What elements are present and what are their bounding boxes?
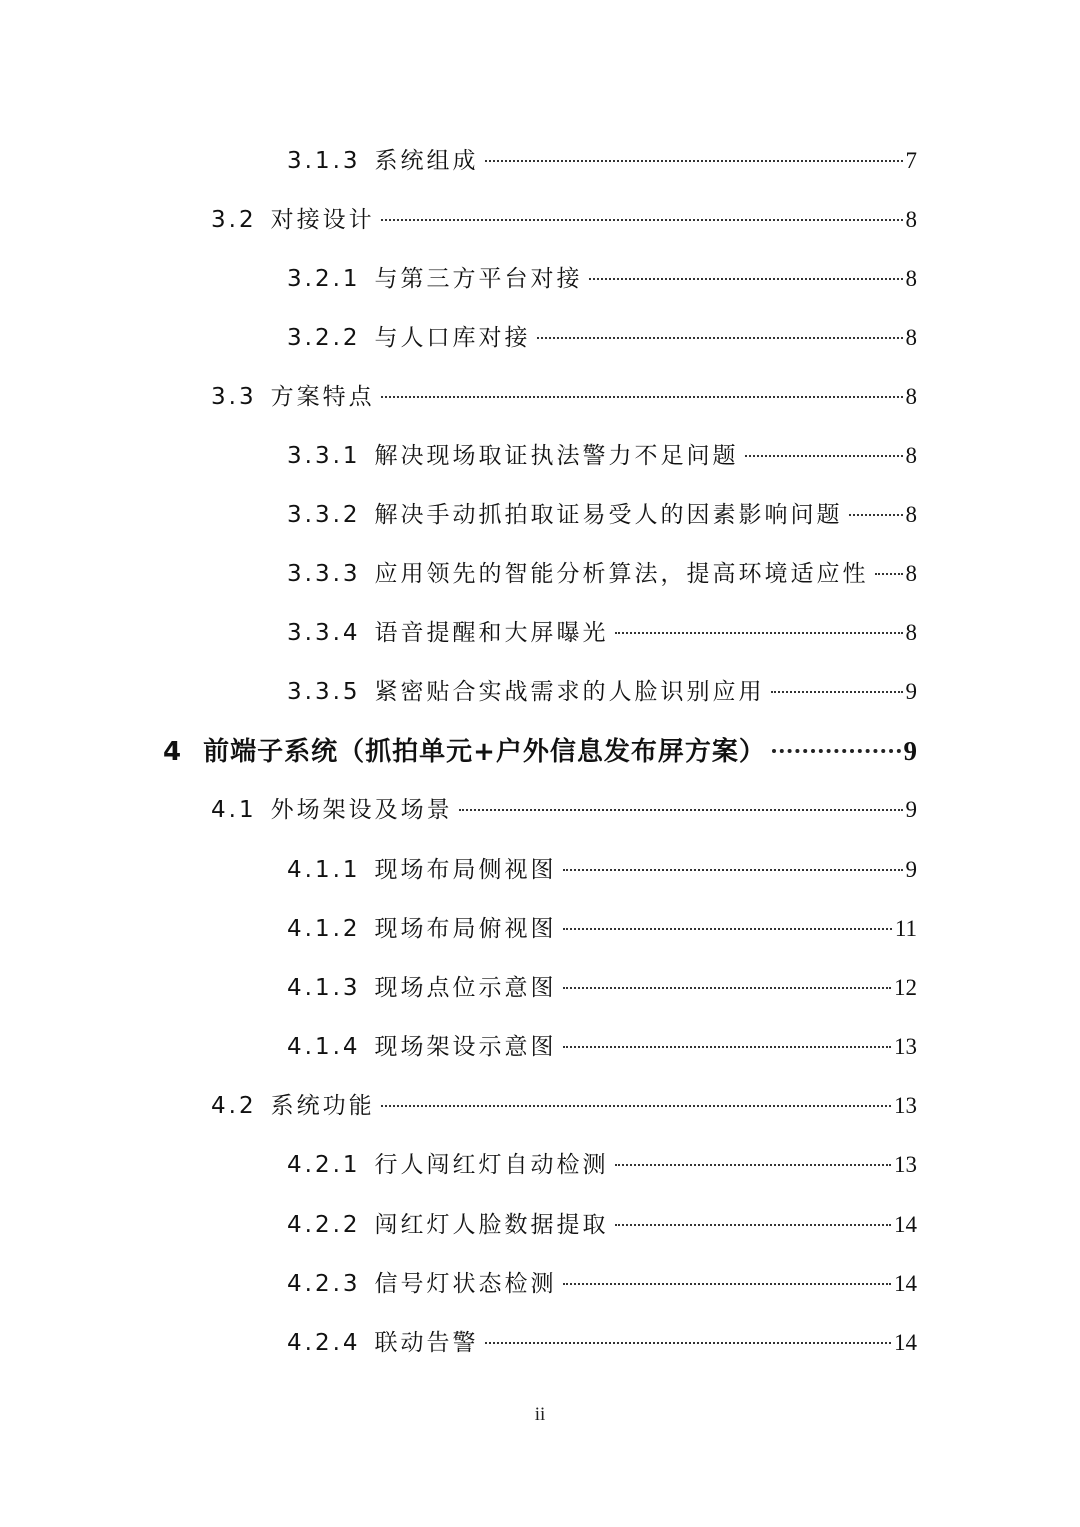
toc-entry-4-2-3[interactable] [287, 1264, 917, 1304]
toc-entry-3-1-3[interactable] [287, 141, 917, 181]
toc-dot-leader [563, 987, 891, 989]
toc-entry-page: 8 [905, 325, 917, 350]
toc-entry-page: 12 [894, 975, 917, 1000]
toc-entry-4-2[interactable] [211, 1086, 917, 1126]
toc-dot-leader [589, 278, 903, 280]
toc-dot-leader [459, 809, 903, 811]
toc-dot-leader [563, 1046, 891, 1048]
toc-entry-title: 应用领先的智能分析算法，提高环境适应性 [374, 561, 869, 587]
toc-entry-page: 8 [905, 266, 917, 291]
toc-entry-title: 前端子系统（抓拍单元+户外信息发布屏方案） [203, 737, 766, 767]
toc-entry-title: 系统功能 [270, 1093, 375, 1119]
toc-entry-3-3-4[interactable] [287, 613, 917, 653]
toc-entry-title: 现场架设示意图 [374, 1034, 557, 1060]
toc-dot-leader [563, 1283, 891, 1285]
toc-entry-number: 3.3.2 [287, 502, 361, 528]
toc-entry-4-1-4[interactable] [287, 1027, 917, 1067]
toc-dot-leader [615, 632, 903, 634]
toc-entry-title: 语音提醒和大屏曝光 [374, 620, 609, 646]
toc-dot-leader [615, 1224, 891, 1226]
toc-entry-page: 9 [903, 736, 917, 766]
toc-dot-leader [381, 219, 903, 221]
toc-entry-number: 3.2.2 [287, 325, 361, 351]
toc-entry-number: 4.1.4 [287, 1034, 361, 1060]
toc-dot-leader [381, 396, 903, 398]
toc-dot-leader [849, 514, 903, 516]
toc-entry-number: 4.2.4 [287, 1330, 361, 1356]
toc-entry-title: 现场布局俯视图 [374, 916, 557, 942]
toc-entry-3-3-5[interactable] [287, 672, 917, 712]
toc-entry-page: 8 [905, 502, 917, 527]
toc-entry-page: 8 [905, 443, 917, 468]
toc-entry-page: 13 [894, 1152, 917, 1177]
toc-entry-number: 4.2.2 [287, 1212, 361, 1238]
toc-entry-number: 4.1 [211, 797, 257, 823]
toc-entry-3-2-1[interactable] [287, 259, 917, 299]
toc-entry-number: 4 [163, 737, 182, 767]
toc-entry-page: 9 [905, 797, 917, 822]
toc-entry-title: 与第三方平台对接 [374, 266, 583, 292]
toc-entry-page: 11 [894, 916, 917, 941]
toc-entry-title: 方案特点 [270, 384, 375, 410]
toc-entry-number: 3.3.1 [287, 443, 361, 469]
toc-entry-number: 3.3.4 [287, 620, 361, 646]
toc-entry-title: 现场布局侧视图 [374, 857, 557, 883]
toc-entry-title: 闯红灯人脸数据提取 [374, 1212, 609, 1238]
toc-dot-leader [563, 869, 903, 871]
toc-entry-number: 4.1.1 [287, 857, 361, 883]
toc-entry-number: 3.3.3 [287, 561, 361, 587]
toc-entry-page: 9 [905, 857, 917, 882]
toc-entry-title: 解决现场取证执法警力不足问题 [374, 443, 739, 469]
toc-entry-title: 与人口库对接 [374, 325, 531, 351]
page-number: ii [534, 1404, 546, 1425]
toc-dot-leader [563, 928, 892, 930]
toc-entry-title: 联动告警 [374, 1330, 479, 1356]
toc-entry-page: 7 [905, 148, 917, 173]
toc-entry-title: 紧密贴合实战需求的人脸识别应用 [374, 679, 765, 705]
toc-entry-4-1[interactable] [211, 790, 917, 830]
toc-entry-4-1-3[interactable] [287, 968, 917, 1008]
toc-dot-leader [875, 573, 903, 575]
toc-entry-3-2[interactable] [211, 200, 917, 240]
toc-entry-title: 系统组成 [374, 148, 479, 174]
toc-entry-number: 4.2.3 [287, 1271, 361, 1297]
toc-entry-title: 现场点位示意图 [374, 975, 557, 1001]
toc-entry-number: 3.2 [211, 207, 257, 233]
toc-entry-title: 解决手动抓拍取证易受人的因素影响问题 [374, 502, 843, 528]
toc-entry-title: 信号灯状态检测 [374, 1271, 557, 1297]
toc-dot-leader [772, 749, 901, 753]
toc-entry-3-3-2[interactable] [287, 495, 917, 535]
toc-entry-number: 3.3.5 [287, 679, 361, 705]
toc-entry-page: 8 [905, 620, 917, 645]
toc-entry-number: 4.2.1 [287, 1152, 361, 1178]
toc-entry-page: 8 [905, 207, 917, 232]
toc-entry-4-1-1[interactable] [287, 850, 917, 890]
toc-entry-4-1-2[interactable] [287, 909, 917, 949]
toc-entry-number: 4.1.2 [287, 916, 361, 942]
toc-entry-4-2-2[interactable] [287, 1205, 917, 1245]
toc-dot-leader [381, 1105, 891, 1107]
toc-dot-leader [615, 1164, 891, 1166]
toc-entry-number: 3.2.1 [287, 266, 361, 292]
toc-entry-title: 对接设计 [270, 207, 375, 233]
toc-entry-4-2-1[interactable] [287, 1145, 917, 1185]
toc-dot-leader [485, 160, 903, 162]
toc-dot-leader [771, 691, 903, 693]
toc-entry-page: 13 [894, 1093, 917, 1118]
toc-entry-3-3[interactable] [211, 377, 917, 417]
toc-entry-4[interactable] [163, 731, 917, 771]
toc-entry-number: 4.2 [211, 1093, 257, 1119]
toc-entry-3-2-2[interactable] [287, 318, 917, 358]
toc-entry-number: 3.3 [211, 384, 257, 410]
toc-dot-leader [485, 1342, 891, 1344]
toc-entry-page: 14 [894, 1212, 917, 1237]
toc-entry-page: 8 [905, 561, 917, 586]
toc-entry-4-2-4[interactable] [287, 1323, 917, 1363]
toc-entry-page: 9 [905, 679, 917, 704]
toc-entry-number: 4.1.3 [287, 975, 361, 1001]
toc-entry-3-3-3[interactable] [287, 554, 917, 594]
toc-entry-page: 8 [905, 384, 917, 409]
toc-entry-title: 行人闯红灯自动检测 [374, 1152, 609, 1178]
toc-entry-title: 外场架设及场景 [270, 797, 453, 823]
toc-entry-page: 14 [894, 1271, 917, 1296]
toc-entry-page: 14 [894, 1330, 917, 1355]
toc-dot-leader [537, 337, 903, 339]
toc-dot-leader [745, 455, 903, 457]
toc-entry-page: 13 [894, 1034, 917, 1059]
toc-entry-number: 3.1.3 [287, 148, 361, 174]
toc-entry-3-3-1[interactable] [287, 436, 917, 476]
